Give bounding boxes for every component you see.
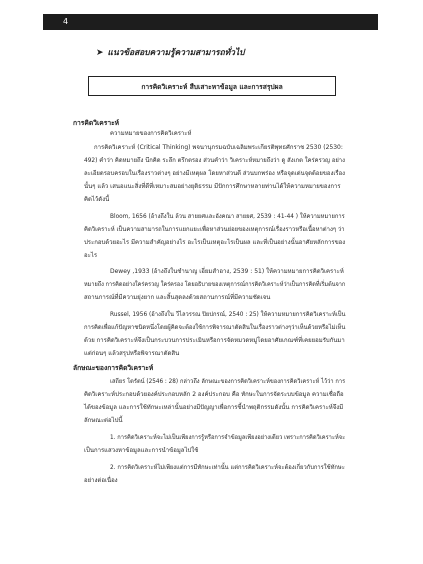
topic-title: การคิดวิเคราะห์ สืบเสาะหาข้อมูล และการสรุปผล [141,82,283,91]
list-item-line: 2. การคิดวิเคราะห์ไม่เพียงแต่การมีทักษะเท่านั้น แต่การคิดวิเคราะห์จะต้องเกี่ยวกับการใช้ทักษะ [110,464,345,471]
paragraph-line: ประกอบด้วยอะไร มีความสำคัญอย่างไร อะไรเป็นเหตุอะไรเป็นผล และที่เป็นอย่างนั้นอาศัยหลักการของ [84,239,346,246]
section-heading: การคิดวิเคราะห์ [73,119,120,127]
paragraph-line: ด้วย การคิดวิเคราะห์จึงเป็นกระบวนการประเมินหรือการจัดหมวดหมู่โดยอาศัยเกณฑ์ที่เคยยอมรับกันมา [84,337,345,344]
paragraph-line: Russel, 1956 (อ้างถึงใน วีไลวรรณ ปิยปกรณ์, 2540 : 25) ให้ความหมายการคิดวิเคราะห์เป็น [110,311,346,318]
subsection-heading: ความหมายของการคิดวิเคราะห์ [110,130,192,137]
list-item-line: 1. การคิดวิเคราะห์จะไม่เป็นเพียงการรู้หรือการจำข้อมูลเพียงอย่างเดียว เพราะการคิดวิเคราะห์จะ [110,434,346,441]
paragraph-line: คิดวิเคราะห์ เป็นความสามารถในการแยกแยะเพื่อหาส่วนย่อยของเหตุการณ์เรื่องราวหรือเนื้อหาต่างๆ ว่า [84,226,345,233]
subsection-heading-characteristics: ลักษณะของการคิดวิเคราะห์ [73,364,154,372]
paragraph-line: การคิดเพื่อแก้ปัญหาชนิดหนึ่งโดยผู้คิดจะต้องใช้การพิจารณาตัดสินในเรื่องราวต่างๆว่าเห็นด้วยหรือไม่เห็น [84,324,346,331]
paragraph-line: สถานการณ์ที่มีความยุ่งยาก และสิ้นสุดลงด้วยสถานการณ์ที่มีความชัดเจน [84,294,271,301]
paragraph-line: ลักษณะต่อไปนี้ [84,417,123,424]
paragraph-line: 492) คำว่า คิดหมายถึง นึกคิด ระลึก ตรึกตรอง ส่วนคำว่า วิเคราะห์หมายถึงว่า ดู สังเกต ใคร่ครวญ อย่าง [84,157,345,164]
paragraph-line: การคิดวิเคราะห์ (Critical Thinking) พจนานุกรมฉบับเฉลิมพระเกียรติพุทธศักราช 2530 (2530: [94,144,343,151]
paragraph-line: คิดวิเคราะห์ประกอบด้วยองค์ประกอบหลัก 2 องค์ประกอบ คือ ทักษะในการจัดระบบข้อมูล ความเชื่อถือ [84,391,344,398]
paragraph-line: Bloom, 1656 (อ้างถึงใน ล้วน สายยศและอังคณา สายยศ, 2539 : 41-44 ) ให้ความหมายการ [110,213,345,220]
paragraph-line: Dewey ,1933 (อ้างถึงในชำนาญ เอี่ยมสำอาง, 2539 : 51) ให้ความหมายการคิดวิเคราะห์ [110,268,344,275]
topic-title-box [88,76,336,96]
arrow-bullet-icon: ➤ [96,48,104,58]
paragraph-line: หมายถึง การคิดอย่างใคร่ครวญ ใคร่ครอง โดยอธิบายของเหตุการณ์การคิดวิเคราะห์ว่าเป็นการคิดที่เริ่มต้นจาก [84,281,346,288]
list-item-line: อย่างต่อเนื่อง [84,477,118,484]
guideline-title [96,45,245,59]
paragraph-line: แต่ก่อนๆ แล้วสรุปหรือพิจารณาตัดสิน [84,350,180,357]
page-header-bar [43,14,378,30]
paragraph-line: อะไร [84,252,98,259]
page-number: 4 [63,17,69,26]
paragraph-line: คิดไว้ดังนี้ [84,196,110,203]
guideline-title-text: แนวข้อสอบความรู้ความสามารถทั่วไป [107,47,245,57]
paragraph-line: ละเอียดรอบครอบในเรื่องราวต่างๆ อย่างมีเหตุผล โดยหาส่วนดี ส่วนบกพร่อง หรือจุดเด่นจุดด้อยของเรื่อง [84,170,346,177]
list-item-line: เป็นการแสวงหาข้อมูลและการนำข้อมูลไปใช้ [84,447,199,454]
paragraph-line: เสถียร โตรัตน์ (2546 : 28) กล่าวถึง ลักษณะของการคิดวิเคราะห์ของการคิดวิเคราะห์ ไว้ว่า การ [110,378,346,385]
paragraph-line: ได้ของข้อมูล และการใช้ทักษะเหล่านั้นอย่างมีปัญญาเพื่อการชี้นำพฤติกรรมดังนั้น การคิดวิเคราะห์จึงมี [84,404,344,411]
paragraph-line: นั้นๆ แล้ว เสนอแนะสิ่งที่ดีที่เหมาะสมอย่างยุติธรรม มีปักการศึกษาหลายท่านได้ให้ความหมายของการ [84,183,341,190]
